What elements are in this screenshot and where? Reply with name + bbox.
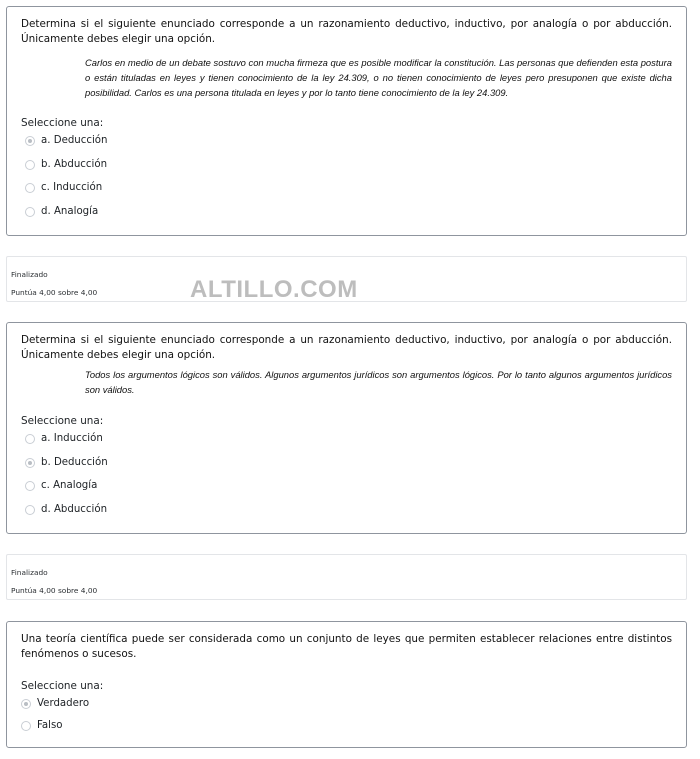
watermark: ALTILLO.COM: [190, 276, 358, 303]
option-b-radio[interactable]: [25, 159, 107, 170]
question-card-2: [6, 322, 687, 534]
option-label: Verdadero: [37, 698, 90, 709]
question-statement: Todos los argumentos lógicos son válidos. Algunos argumentos jurídicos son argumentos lógicos. Por lo tanto algunos argumentos jurídicos son válidos.: [85, 369, 672, 395]
option-b-radio[interactable]: [25, 457, 108, 468]
option-a-radio[interactable]: [25, 433, 103, 444]
question-card-1: [6, 6, 687, 236]
score-text: Puntúa 4,00 sobre 4,00: [11, 586, 98, 595]
radio-icon[interactable]: [21, 721, 31, 731]
score-text: Puntúa 4,00 sobre 4,00: [11, 288, 98, 297]
select-prompt: Seleccione una:: [21, 117, 104, 129]
status-text: Finalizado: [11, 270, 48, 279]
option-false-radio[interactable]: [21, 720, 63, 731]
question-text: Determina si el siguiente enunciado corresponde a un razonamiento deductivo, inductivo, por analogía o por abducción. Únicamente debes elegir una opción.: [21, 334, 672, 361]
radio-icon[interactable]: [25, 434, 35, 444]
option-label: b. Deducción: [41, 457, 108, 468]
option-label: a. Deducción: [41, 135, 108, 146]
radio-icon[interactable]: [25, 481, 35, 491]
radio-icon[interactable]: [25, 505, 35, 515]
question-text: Una teoría científica puede ser considerada como un conjunto de leyes que permiten establecer relaciones entre distintos fenómenos o sucesos.: [21, 633, 672, 660]
question-statement: Carlos en medio de un debate sostuvo con mucha firmeza que es posible modificar la constitución. Las personas que defienden esta postura o están tituladas en leyes y tienen conocimiento de la ley 24.309, o no tienen conocimiento de leyes pero presuponen que existe dicha posibilidad. Carlos es una persona titulada en leyes y por lo tanto tiene conocimiento de la ley 24.309.: [85, 57, 672, 98]
option-label: c. Analogía: [41, 480, 98, 491]
option-label: b. Abducción: [41, 159, 108, 170]
radio-selected-icon[interactable]: [25, 458, 35, 468]
radio-icon[interactable]: [25, 160, 35, 170]
option-label: d. Analogía: [41, 206, 99, 217]
select-prompt: Seleccione una:: [21, 415, 104, 427]
status-text: Finalizado: [11, 568, 48, 577]
option-c-radio[interactable]: [25, 182, 102, 193]
radio-icon[interactable]: [25, 183, 35, 193]
option-d-radio[interactable]: [25, 504, 107, 515]
select-prompt: Seleccione una:: [21, 680, 104, 692]
question-card-3: [6, 621, 687, 748]
option-label: Falso: [37, 720, 63, 731]
option-d-radio[interactable]: [25, 206, 98, 217]
radio-selected-icon[interactable]: [25, 136, 35, 146]
radio-icon[interactable]: [25, 207, 35, 217]
option-label: c. Inducción: [41, 182, 103, 193]
option-c-radio[interactable]: [25, 480, 97, 491]
radio-selected-icon[interactable]: [21, 699, 31, 709]
question-info-2: [6, 554, 687, 600]
option-a-radio[interactable]: [25, 135, 107, 146]
option-label: a. Inducción: [41, 433, 103, 444]
question-text: Determina si el siguiente enunciado corresponde a un razonamiento deductivo, inductivo, por analogía o por abducción. Únicamente debes elegir una opción.: [21, 18, 672, 45]
option-true-radio[interactable]: [21, 698, 89, 709]
option-label: d. Abducción: [41, 504, 108, 515]
